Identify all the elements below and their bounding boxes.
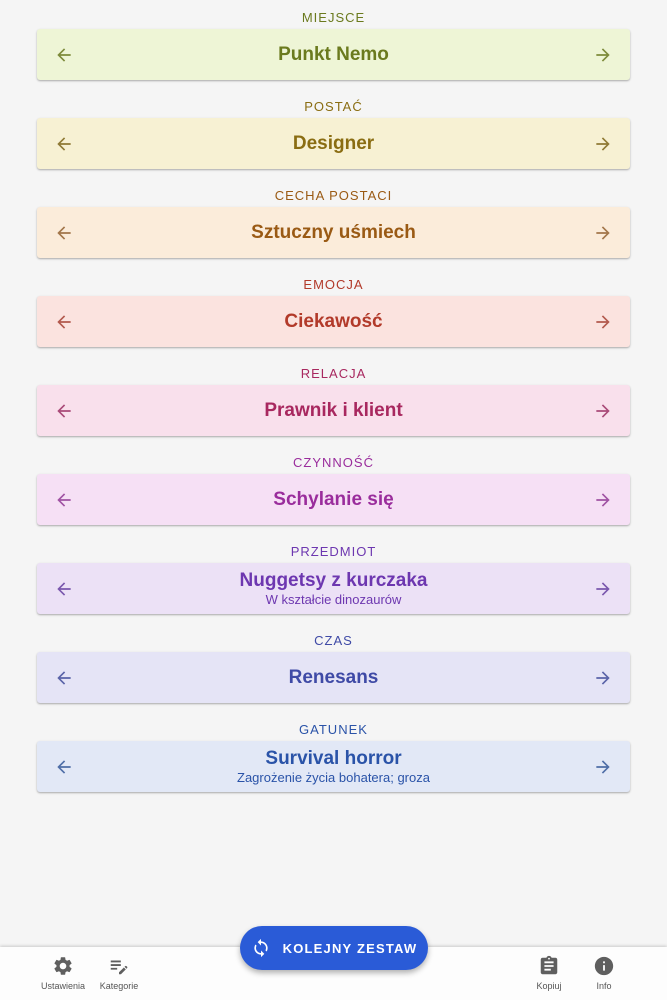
arrow-left-icon	[54, 45, 74, 65]
arrow-right-icon	[593, 312, 613, 332]
card-text	[97, 563, 570, 614]
category-subtitle: W kształcie dinozaurów	[265, 592, 402, 607]
arrow-right-icon	[593, 490, 613, 510]
next-arrow-button[interactable]	[583, 118, 623, 169]
category-value: Nuggetsy z kurczaka	[239, 570, 428, 591]
card-text	[97, 29, 570, 80]
previous-arrow-button[interactable]	[44, 207, 84, 258]
arrow-left-icon	[54, 757, 74, 777]
category-card[interactable]	[37, 296, 630, 347]
category-card[interactable]	[37, 29, 630, 80]
next-arrow-button[interactable]	[583, 207, 623, 258]
info-icon	[593, 955, 615, 977]
category-card[interactable]	[37, 474, 630, 525]
previous-arrow-button[interactable]	[44, 652, 84, 703]
arrow-left-icon	[54, 401, 74, 421]
category-card[interactable]	[37, 563, 630, 614]
category-label: CZYNNOŚĆ	[293, 455, 374, 470]
copy-nav-button[interactable]	[519, 955, 579, 997]
card-text	[97, 118, 570, 169]
settings-nav-button[interactable]	[33, 955, 93, 997]
previous-arrow-button[interactable]	[44, 563, 84, 614]
card-text	[97, 296, 570, 347]
next-arrow-button[interactable]	[583, 652, 623, 703]
category-card[interactable]	[37, 118, 630, 169]
category-label: PRZEDMIOT	[290, 544, 377, 559]
info-nav-label: Info	[596, 981, 612, 991]
category-card[interactable]	[37, 741, 630, 792]
arrow-right-icon	[593, 757, 613, 777]
next-set-button[interactable]	[240, 926, 428, 970]
next-arrow-button[interactable]	[583, 296, 623, 347]
category-subtitle: Zagrożenie życia bohatera; groza	[237, 770, 430, 785]
category-label: CECHA POSTACI	[274, 188, 393, 203]
info-nav-button[interactable]	[574, 955, 634, 997]
category-value: Sztuczny uśmiech	[251, 221, 416, 243]
previous-arrow-button[interactable]	[44, 741, 84, 792]
category-label: CZAS	[314, 633, 353, 648]
previous-arrow-button[interactable]	[44, 474, 84, 525]
card-text	[97, 207, 570, 258]
copy-nav-label: Kopiuj	[536, 981, 562, 991]
category-card[interactable]	[37, 207, 630, 258]
category-card[interactable]	[37, 385, 630, 436]
category-value: Designer	[292, 132, 375, 154]
refresh-icon	[251, 938, 271, 958]
arrow-right-icon	[593, 223, 613, 243]
settings-nav-label: Ustawienia	[40, 981, 86, 991]
previous-arrow-button[interactable]	[44, 385, 84, 436]
category-label: POSTAĆ	[304, 99, 363, 114]
arrow-left-icon	[54, 312, 74, 332]
previous-arrow-button[interactable]	[44, 118, 84, 169]
arrow-left-icon	[54, 490, 74, 510]
category-value: Ciekawość	[284, 310, 383, 332]
arrow-left-icon	[54, 223, 74, 243]
next-arrow-button[interactable]	[583, 741, 623, 792]
previous-arrow-button[interactable]	[44, 29, 84, 80]
edit-list-icon	[108, 955, 130, 977]
clipboard-icon	[538, 955, 560, 977]
category-label: RELACJA	[300, 366, 367, 381]
category-value: Survival horror	[265, 748, 402, 769]
arrow-left-icon	[54, 579, 74, 599]
categories-nav-label: Kategorie	[99, 981, 139, 991]
arrow-right-icon	[593, 401, 613, 421]
next-arrow-button[interactable]	[583, 563, 623, 614]
category-label: EMOCJA	[303, 277, 364, 292]
next-set-label: KOLEJNY ZESTAW	[282, 940, 418, 956]
next-arrow-button[interactable]	[583, 29, 623, 80]
card-text	[97, 741, 570, 792]
arrow-right-icon	[593, 45, 613, 65]
card-text	[97, 385, 570, 436]
arrow-right-icon	[593, 668, 613, 688]
card-text	[97, 474, 570, 525]
category-value: Renesans	[288, 666, 379, 688]
categories-nav-button[interactable]	[89, 955, 149, 997]
previous-arrow-button[interactable]	[44, 296, 84, 347]
category-value: Schylanie się	[273, 488, 394, 510]
category-value: Punkt Nemo	[278, 43, 389, 65]
category-value: Prawnik i klient	[264, 399, 403, 421]
arrow-left-icon	[54, 668, 74, 688]
arrow-right-icon	[593, 579, 613, 599]
category-card[interactable]	[37, 652, 630, 703]
gear-icon	[52, 955, 74, 977]
arrow-left-icon	[54, 134, 74, 154]
next-arrow-button[interactable]	[583, 385, 623, 436]
next-arrow-button[interactable]	[583, 474, 623, 525]
card-text	[97, 652, 570, 703]
arrow-right-icon	[593, 134, 613, 154]
category-label: MIEJSCE	[301, 10, 366, 25]
category-label: GATUNEK	[299, 722, 368, 737]
